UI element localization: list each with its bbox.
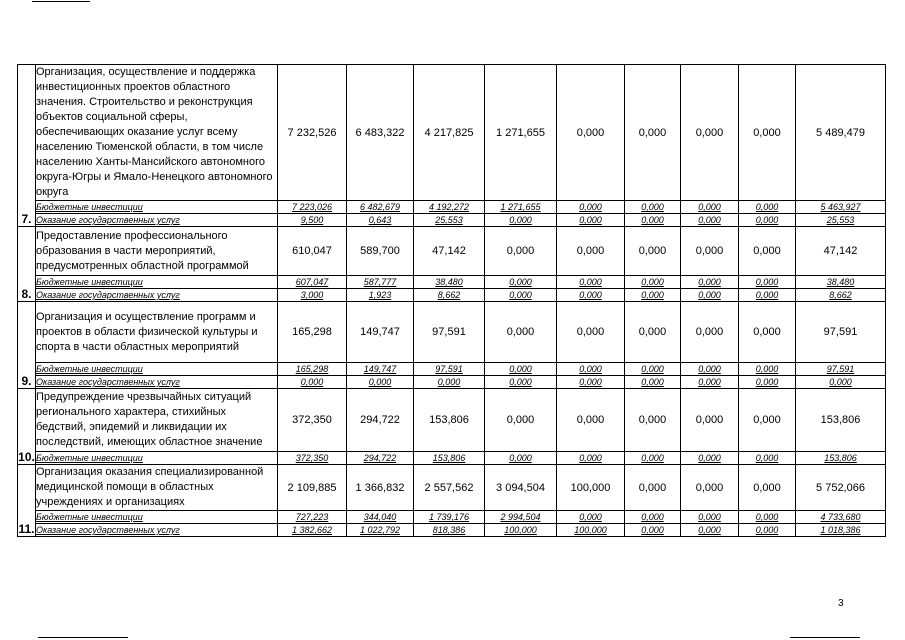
value-cell: 1 739,176 — [414, 511, 485, 524]
table-row — [18, 65, 886, 201]
budget-investments-row — [18, 452, 886, 465]
value-cell: 0,000 — [739, 465, 796, 511]
value-cell: 0,000 — [557, 302, 625, 363]
value-cell: 38,480 — [796, 276, 886, 289]
value-cell: 1,923 — [347, 289, 414, 302]
value-cell: 0,000 — [681, 276, 739, 289]
value-cell: 0,000 — [485, 276, 557, 289]
value-cell: 3,000 — [278, 289, 347, 302]
budget-label: Бюджетные инвестиции — [36, 363, 278, 376]
value-cell: 0,000 — [625, 376, 681, 389]
value-cell: 0,000 — [681, 214, 739, 227]
value-cell: 165,298 — [278, 363, 347, 376]
value-cell: 372,350 — [278, 389, 347, 452]
services-label: Оказание государственных услуг — [36, 524, 278, 537]
row-name: Предупреждение чрезвычайных ситуаций регионального характера, стихийных бедствий, эпидемий и ликвидации их последствий, имеющих областное значение — [36, 389, 278, 452]
value-cell: 0,000 — [739, 201, 796, 214]
page-number: 3 — [838, 598, 844, 609]
value-cell: 610,047 — [278, 227, 347, 276]
value-cell: 97,591 — [796, 363, 886, 376]
value-cell: 2 557,562 — [414, 465, 485, 511]
value-cell: 0,000 — [681, 65, 739, 201]
value-cell: 165,298 — [278, 302, 347, 363]
row-name: Организация и осуществление программ и проектов в области физической культуры и спорта в части областных мероприятий — [36, 302, 278, 363]
value-cell: 6 482,679 — [347, 201, 414, 214]
row-name: Предоставление профессионального образования в части мероприятий, предусмотренных областной программой — [36, 227, 278, 276]
budget-investments-row — [18, 511, 886, 524]
value-cell: 0,000 — [681, 524, 739, 537]
value-cell: 2 994,504 — [485, 511, 557, 524]
value-cell: 4 217,825 — [414, 65, 485, 201]
value-cell: 0,000 — [557, 65, 625, 201]
value-cell: 3 094,504 — [485, 465, 557, 511]
value-cell: 100,000 — [557, 465, 625, 511]
value-cell: 0,000 — [681, 511, 739, 524]
state-services-row — [18, 524, 886, 537]
table-row — [18, 389, 886, 452]
services-label: Оказание государственных услуг — [36, 376, 278, 389]
value-cell: 0,000 — [625, 363, 681, 376]
value-cell: 0,000 — [739, 524, 796, 537]
row-name: Организация, осуществление и поддержка инвестиционных проектов областного значения. Строительство и реконструкция объектов социальной сферы, обеспечивающих оказание услуг всему населению Тюменской области, в том числе населению Ханты-Мансийского автономного округа-Югры и Ямало-Ненецкого автономного округа — [36, 65, 278, 201]
table-row — [18, 227, 886, 276]
value-cell: 0,000 — [625, 465, 681, 511]
value-cell: 0,000 — [625, 289, 681, 302]
budget-label: Бюджетные инвестиции — [36, 201, 278, 214]
value-cell: 5 463,927 — [796, 201, 886, 214]
value-cell: 153,806 — [796, 389, 886, 452]
value-cell: 818,386 — [414, 524, 485, 537]
budget-investments-row — [18, 363, 886, 376]
value-cell: 0,000 — [485, 289, 557, 302]
value-cell: 4 733,680 — [796, 511, 886, 524]
value-cell: 0,000 — [557, 227, 625, 276]
services-label: Оказание государственных услуг — [36, 289, 278, 302]
budget-label: Бюджетные инвестиции — [36, 276, 278, 289]
value-cell: 0,000 — [557, 511, 625, 524]
value-cell: 0,000 — [485, 302, 557, 363]
value-cell: 6 483,322 — [347, 65, 414, 201]
value-cell: 607,047 — [278, 276, 347, 289]
value-cell: 1 366,832 — [347, 465, 414, 511]
value-cell: 372,350 — [278, 452, 347, 465]
value-cell: 0,000 — [681, 289, 739, 302]
value-cell: 0,000 — [739, 65, 796, 201]
value-cell: 1 018,386 — [796, 524, 886, 537]
value-cell: 0,000 — [681, 227, 739, 276]
value-cell: 2 109,885 — [278, 465, 347, 511]
value-cell: 5 752,066 — [796, 465, 886, 511]
value-cell: 1 271,655 — [485, 201, 557, 214]
value-cell: 0,000 — [485, 452, 557, 465]
value-cell: 149,747 — [347, 363, 414, 376]
value-cell: 0,000 — [557, 214, 625, 227]
value-cell: 0,000 — [485, 227, 557, 276]
bottom-rule-left — [38, 637, 128, 638]
value-cell: 0,000 — [739, 227, 796, 276]
budget-investments-row — [18, 201, 886, 214]
services-label: Оказание государственных услуг — [36, 214, 278, 227]
value-cell: 0,000 — [557, 376, 625, 389]
value-cell: 587,777 — [347, 276, 414, 289]
value-cell: 8,662 — [414, 289, 485, 302]
value-cell: 0,000 — [739, 363, 796, 376]
value-cell: 47,142 — [414, 227, 485, 276]
value-cell: 0,000 — [739, 376, 796, 389]
value-cell: 153,806 — [796, 452, 886, 465]
value-cell: 97,591 — [414, 302, 485, 363]
row-number: 10. — [18, 389, 36, 465]
bottom-rule-right — [790, 637, 860, 638]
value-cell: 0,000 — [414, 376, 485, 389]
value-cell: 0,643 — [347, 214, 414, 227]
value-cell: 0,000 — [796, 376, 886, 389]
value-cell: 0,000 — [278, 376, 347, 389]
value-cell: 0,000 — [485, 376, 557, 389]
budget-investments-row — [18, 276, 886, 289]
table-body — [18, 65, 886, 537]
value-cell: 100,000 — [557, 524, 625, 537]
state-services-row — [18, 289, 886, 302]
value-cell: 0,000 — [681, 201, 739, 214]
value-cell: 0,000 — [625, 201, 681, 214]
value-cell: 97,591 — [796, 302, 886, 363]
value-cell: 0,000 — [625, 452, 681, 465]
value-cell: 294,722 — [347, 452, 414, 465]
value-cell: 0,000 — [557, 276, 625, 289]
value-cell: 1 271,655 — [485, 65, 557, 201]
value-cell: 0,000 — [739, 214, 796, 227]
table-row — [18, 302, 886, 363]
value-cell: 0,000 — [681, 389, 739, 452]
value-cell: 4 192,272 — [414, 201, 485, 214]
value-cell: 0,000 — [485, 363, 557, 376]
value-cell: 153,806 — [414, 452, 485, 465]
state-services-row — [18, 214, 886, 227]
value-cell: 294,722 — [347, 389, 414, 452]
value-cell: 0,000 — [625, 511, 681, 524]
budget-label: Бюджетные инвестиции — [36, 452, 278, 465]
value-cell: 25,553 — [796, 214, 886, 227]
value-cell: 0,000 — [739, 511, 796, 524]
value-cell: 8,662 — [796, 289, 886, 302]
value-cell: 100,000 — [485, 524, 557, 537]
value-cell: 0,000 — [557, 201, 625, 214]
value-cell: 5 489,479 — [796, 65, 886, 201]
value-cell: 0,000 — [557, 452, 625, 465]
row-number: 7. — [18, 65, 36, 227]
value-cell: 0,000 — [625, 214, 681, 227]
table-row — [18, 465, 886, 511]
value-cell: 47,142 — [796, 227, 886, 276]
value-cell: 7 232,526 — [278, 65, 347, 201]
investment-table — [17, 64, 886, 537]
value-cell: 38,480 — [414, 276, 485, 289]
value-cell: 0,000 — [681, 452, 739, 465]
row-number: 11. — [18, 465, 36, 537]
value-cell: 25,553 — [414, 214, 485, 227]
value-cell: 589,700 — [347, 227, 414, 276]
value-cell: 1 382,662 — [278, 524, 347, 537]
value-cell: 0,000 — [625, 524, 681, 537]
value-cell: 0,000 — [625, 302, 681, 363]
value-cell: 0,000 — [739, 452, 796, 465]
value-cell: 0,000 — [681, 376, 739, 389]
budget-label: Бюджетные инвестиции — [36, 511, 278, 524]
value-cell: 153,806 — [414, 389, 485, 452]
value-cell: 344,040 — [347, 511, 414, 524]
value-cell: 0,000 — [485, 389, 557, 452]
value-cell: 1 022,792 — [347, 524, 414, 537]
value-cell: 0,000 — [625, 389, 681, 452]
value-cell: 0,000 — [625, 227, 681, 276]
value-cell: 0,000 — [739, 302, 796, 363]
row-number: 8. — [18, 227, 36, 302]
value-cell: 0,000 — [681, 465, 739, 511]
value-cell: 7 223,026 — [278, 201, 347, 214]
value-cell: 0,000 — [557, 389, 625, 452]
value-cell: 0,000 — [739, 389, 796, 452]
value-cell: 0,000 — [485, 214, 557, 227]
value-cell: 0,000 — [625, 65, 681, 201]
row-number: 9. — [18, 302, 36, 389]
value-cell: 0,000 — [557, 363, 625, 376]
value-cell: 0,000 — [681, 363, 739, 376]
value-cell: 0,000 — [681, 302, 739, 363]
value-cell: 0,000 — [739, 289, 796, 302]
value-cell: 149,747 — [347, 302, 414, 363]
value-cell: 0,000 — [739, 276, 796, 289]
value-cell: 0,000 — [625, 276, 681, 289]
value-cell: 0,000 — [347, 376, 414, 389]
value-cell: 727,223 — [278, 511, 347, 524]
value-cell: 97,591 — [414, 363, 485, 376]
row-name: Организация оказания специализированной медицинской помощи в областных учреждениях и организациях — [36, 465, 278, 511]
state-services-row — [18, 376, 886, 389]
value-cell: 0,000 — [557, 289, 625, 302]
top-rule — [32, 1, 90, 2]
value-cell: 9,500 — [278, 214, 347, 227]
